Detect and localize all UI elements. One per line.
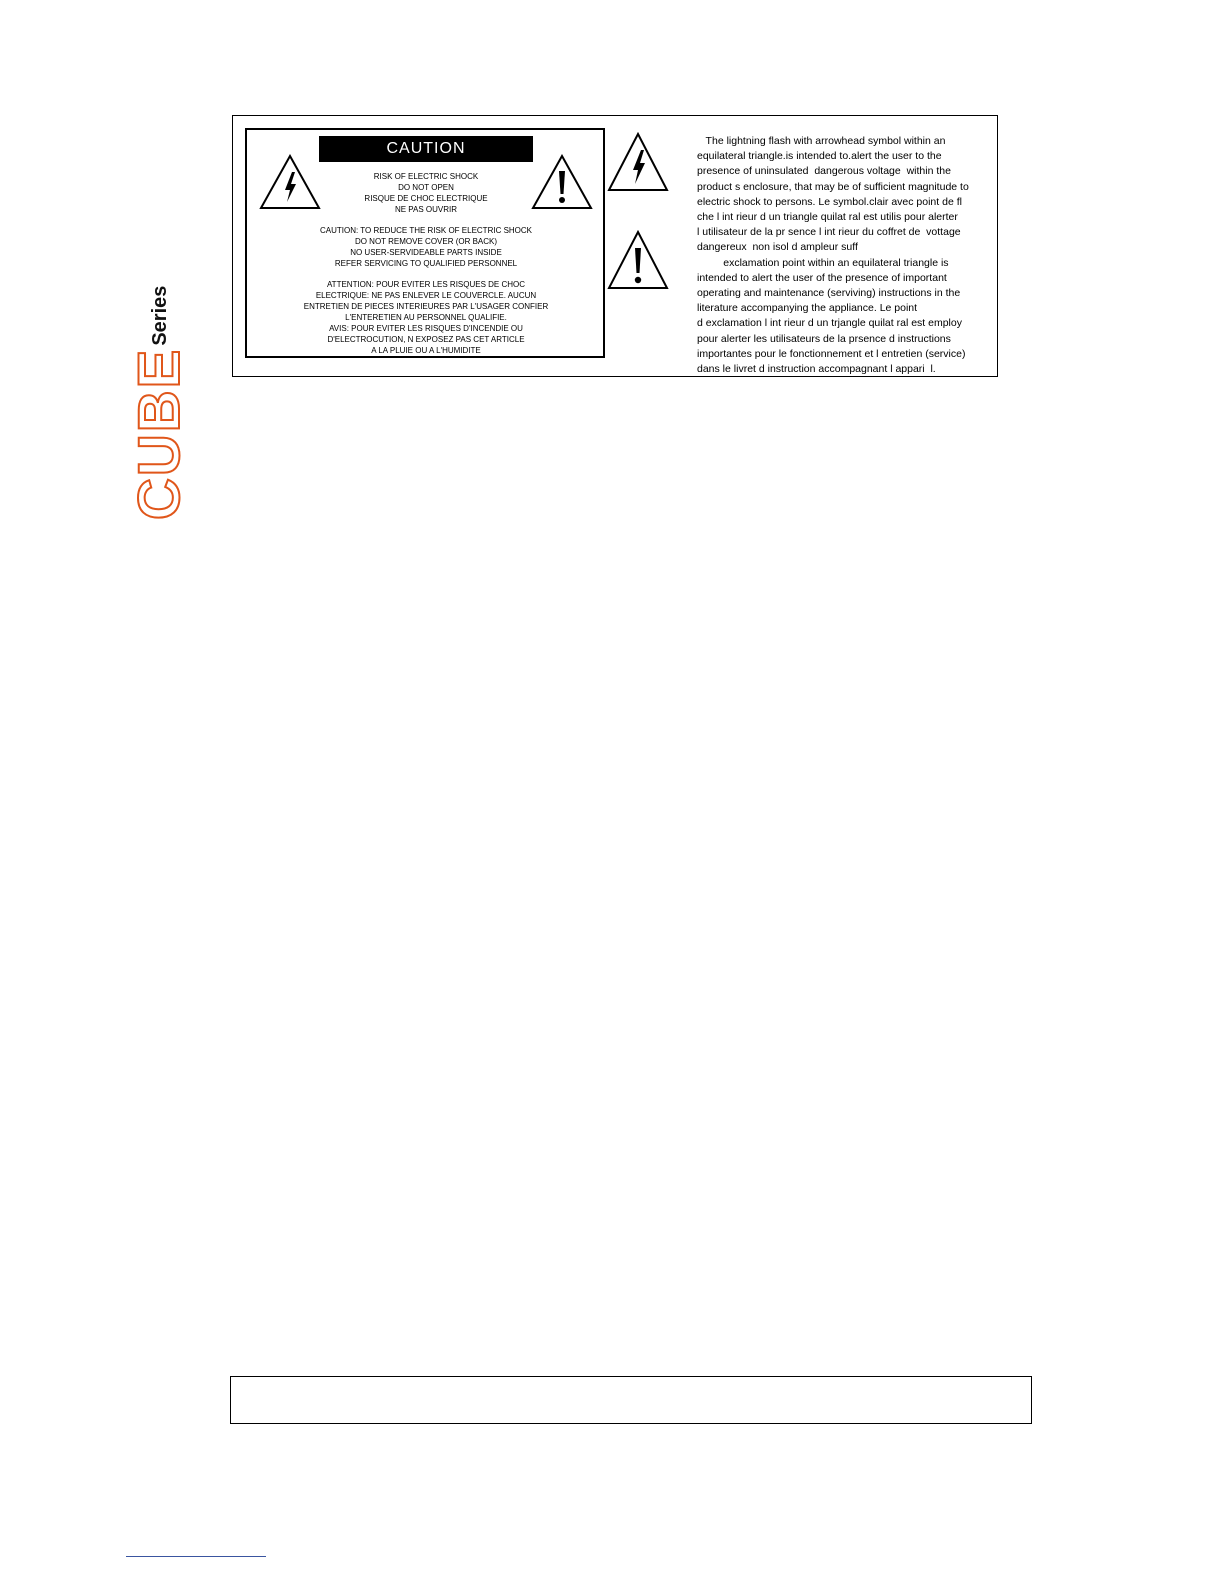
explanation-line: dangereux non isol d ampleur suff bbox=[697, 241, 858, 254]
footer-box bbox=[230, 1376, 1032, 1424]
symbol-explanation bbox=[697, 134, 997, 377]
caution-line: NO USER-SERVIDEABLE PARTS INSIDE bbox=[350, 248, 502, 257]
explanation-line: d exclamation l int rieur d un trjangle quilat ral est employ bbox=[697, 317, 962, 330]
explanation-line: che l int rieur d un triangle quilat ral est utilis pour alerter bbox=[697, 211, 958, 224]
footnote-rule bbox=[126, 1556, 266, 1557]
caution-block-english bbox=[307, 225, 545, 269]
explanation-line: presence of uninsulated dangerous voltage within the bbox=[697, 165, 951, 178]
caution-block-risk bbox=[307, 171, 545, 215]
explanation-line: equilateral triangle.is intended to.alert the user to the bbox=[697, 150, 942, 163]
explanation-line: l utilisateur de la pr sence l int rieur du coffret de vottage bbox=[697, 226, 961, 239]
lightning-warning-icon bbox=[607, 132, 669, 192]
brand-name: CUBE bbox=[127, 347, 192, 520]
caution-line: RISK OF ELECTRIC SHOCK bbox=[373, 172, 479, 181]
caution-line: DO NOT OPEN bbox=[398, 183, 454, 192]
caution-line: AVIS: POUR EVITER LES RISQUES D'INCENDIE OU bbox=[329, 324, 523, 333]
caution-line: NE PAS OUVRIR bbox=[394, 205, 458, 214]
caution-panel bbox=[232, 115, 998, 377]
exclamation-warning-icon bbox=[607, 230, 669, 290]
explanation-line: The lightning flash with arrowhead symbol within an bbox=[697, 135, 946, 147]
explanation-line: intended to alert the user of the presence of important bbox=[697, 271, 947, 284]
caution-line: A LA PLUIE OU A L'HUMIDITE bbox=[371, 346, 481, 355]
explanation-line: importantes pour le fonctionnement et l entretien (service) bbox=[697, 347, 966, 360]
caution-title: CAUTION bbox=[319, 136, 533, 162]
caution-line: RISQUE DE CHOC ELECTRIQUE bbox=[364, 194, 488, 203]
explanation-line: exclamation point within an equilateral triangle is bbox=[697, 256, 949, 269]
caution-line: REFER SERVICING TO QUALIFIED PERSONNEL bbox=[334, 259, 518, 268]
explanation-line: operating and maintenance (serviving) instructions in the bbox=[697, 287, 961, 300]
caution-label bbox=[245, 128, 605, 358]
caution-block-french bbox=[287, 279, 565, 356]
caution-line: CAUTION: TO REDUCE THE RISK OF ELECTRIC SHOCK bbox=[319, 226, 533, 235]
explanation-line: literature accompanying the appliance. Le point bbox=[697, 302, 918, 315]
brand-wordmark bbox=[127, 270, 192, 520]
brand-logo bbox=[127, 280, 192, 530]
caution-line: ELECTRIQUE: NE PAS ENLEVER LE COUVERCLE. AUCUN bbox=[315, 291, 537, 300]
caution-line: D'ELECTROCUTION, N EXPOSEZ PAS CET ARTICLE bbox=[327, 335, 525, 344]
explanation-line: product s enclosure, that may be of sufficient magnitude to bbox=[697, 180, 969, 193]
brand-suffix: Series bbox=[149, 285, 171, 346]
explanation-line: dans le livret d instruction accompagnant l appari l. bbox=[697, 363, 936, 376]
explanation-line: pour alerter les utilisateurs de la prsence d instructions bbox=[697, 332, 951, 345]
caution-line: ATTENTION: POUR EVITER LES RISQUES DE CHOC bbox=[326, 280, 526, 289]
caution-line: DO NOT REMOVE COVER (OR BACK) bbox=[354, 237, 498, 246]
explanation-line: electric shock to persons. Le symbol.clair avec point de fl bbox=[697, 195, 962, 208]
caution-line: L'ENTERETIEN AU PERSONNEL QUALIFIE. bbox=[345, 313, 507, 322]
caution-line: ENTRETIEN DE PIECES INTERIEURES PAR L'USAGER CONFIER bbox=[303, 302, 549, 311]
